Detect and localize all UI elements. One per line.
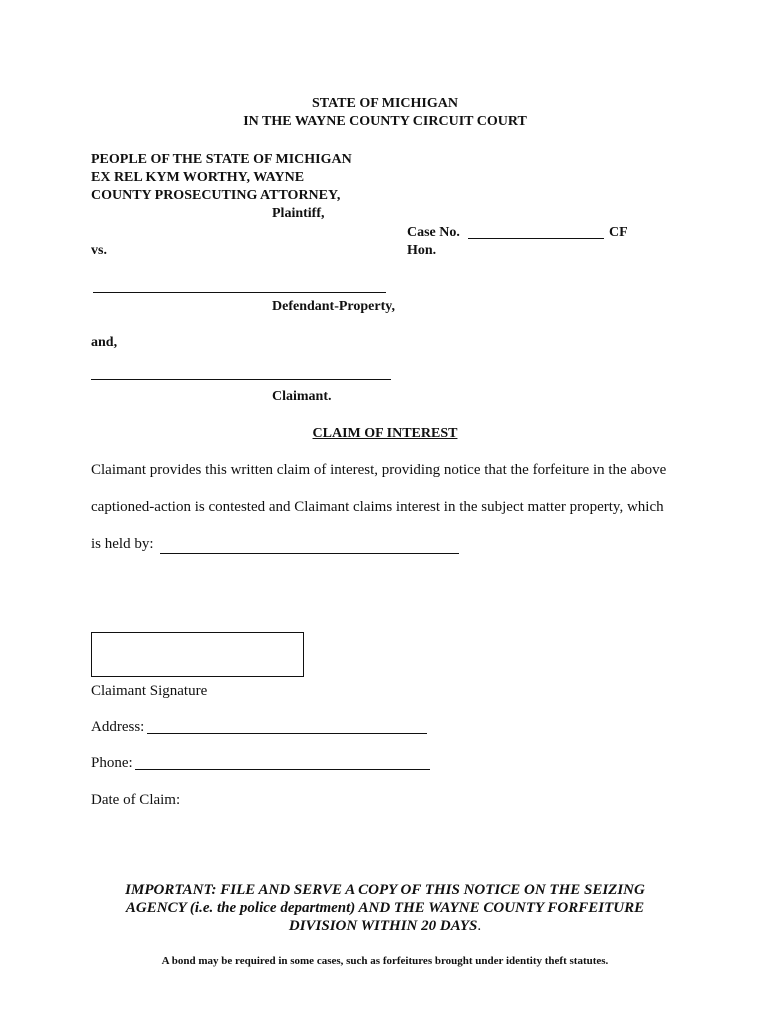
claimant-role: Claimant. bbox=[272, 389, 332, 404]
judge-label: Hon. bbox=[407, 243, 437, 258]
notice-line-3-text: DIVISION WITHIN 20 DAYS bbox=[288, 918, 478, 934]
plaintiff-line-3: COUNTY PROSECUTING ATTORNEY, bbox=[91, 188, 341, 203]
held-by-label: is held by: bbox=[91, 536, 154, 552]
address-field[interactable] bbox=[147, 733, 427, 734]
body-line-2: captioned-action is contested and Claimant claims interest in the subject matter property, which bbox=[91, 499, 664, 515]
notice-line-1: IMPORTANT: FILE AND SERVE A COPY OF THIS NOTICE ON THE SEIZING bbox=[125, 882, 645, 898]
notice-line-3 bbox=[0, 917, 770, 935]
bond-footnote: A bond may be required in some cases, such as forfeitures brought under identity theft statutes. bbox=[161, 955, 609, 967]
notice-line-3-period: . bbox=[477, 918, 482, 934]
plaintiff-line-2: EX REL KYM WORTHY, WAYNE bbox=[91, 170, 305, 185]
notice-line-2: AGENCY (i.e. the police department) AND THE WAYNE COUNTY FORFEITURE bbox=[125, 900, 645, 916]
date-of-claim-label: Date of Claim: bbox=[91, 792, 181, 808]
case-number-label: Case No. bbox=[407, 225, 460, 240]
claimant-signature-box[interactable] bbox=[91, 632, 304, 677]
versus-label: vs. bbox=[91, 243, 107, 258]
address-label: Address: bbox=[91, 719, 145, 735]
phone-field[interactable] bbox=[135, 769, 430, 770]
document-title: CLAIM OF INTEREST bbox=[312, 426, 458, 441]
case-number-suffix: CF bbox=[609, 225, 628, 240]
body-line-1: Claimant provides this written claim of interest, providing notice that the forfeiture in the above bbox=[91, 462, 667, 478]
and-label: and, bbox=[91, 335, 118, 350]
defendant-role: Defendant-Property, bbox=[272, 299, 395, 314]
claimant-signature-label: Claimant Signature bbox=[91, 683, 208, 699]
held-by-field[interactable] bbox=[160, 553, 459, 554]
case-number-field[interactable] bbox=[468, 238, 604, 239]
claimant-name-field[interactable] bbox=[91, 379, 391, 380]
plaintiff-line-1: PEOPLE OF THE STATE OF MICHIGAN bbox=[91, 152, 352, 167]
court-state-heading: STATE OF MICHIGAN bbox=[312, 96, 458, 111]
plaintiff-role: Plaintiff, bbox=[272, 206, 325, 221]
court-name-heading: IN THE WAYNE COUNTY CIRCUIT COURT bbox=[243, 114, 527, 129]
defendant-property-field[interactable] bbox=[93, 292, 386, 293]
phone-label: Phone: bbox=[91, 755, 133, 771]
